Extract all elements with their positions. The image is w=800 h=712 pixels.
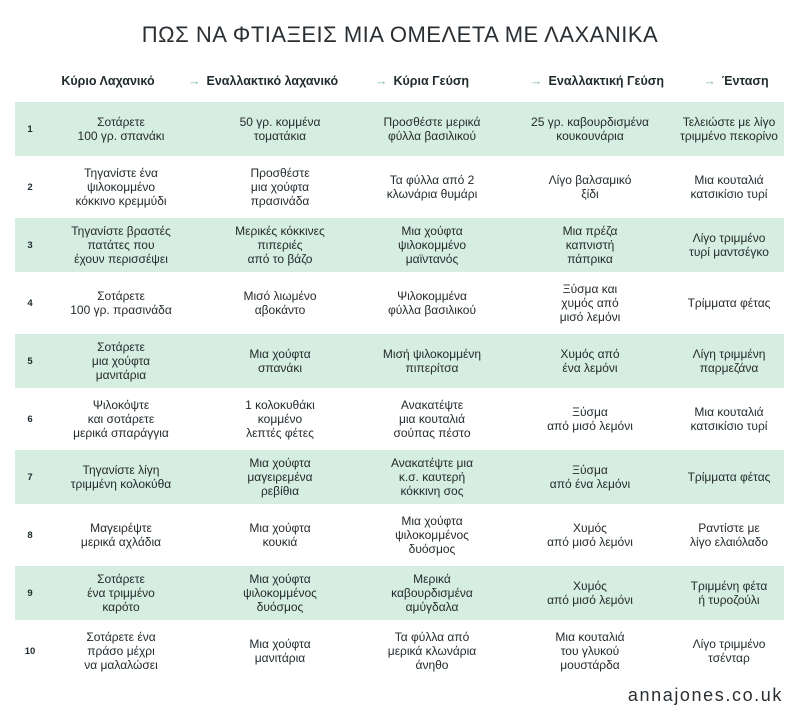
cell-main-vegetable: Σοτάρετε ένα πράσο μέχρι να μαλαλώσει xyxy=(84,630,158,672)
cell-main-flavor: Μια χούφτα ψιλοκομμένος δυόσμος xyxy=(395,514,469,556)
table-row xyxy=(15,392,784,446)
cell-alt-vegetable: Μια χούφτα μαγειρεμένα ρεβίθια xyxy=(247,456,313,498)
cell-intensity: Μια κουταλιά κατσικίσιο τυρί xyxy=(690,405,768,433)
site-credit: annajones.co.uk xyxy=(627,685,783,705)
cell-alt-vegetable: Μια χούφτα σπανάκι xyxy=(249,347,311,375)
cell-alt-flavor: Χυμός από μισό λεμόνι xyxy=(547,579,633,607)
cell-alt-flavor: 25 γρ. καβουρδισμένα κουκουνάρια xyxy=(531,115,649,143)
header-main-flavor-label: Κύρια Γεύση xyxy=(393,74,470,88)
header-intensity xyxy=(700,74,772,88)
cell-main-flavor: Τα φύλλα από 2 κλωνάρια θυμάρι xyxy=(386,173,478,201)
cell-alt-flavor: Μια πρέζα καπνιστή πάπρικα xyxy=(562,224,618,266)
header-alt-vegetable-label: Εναλλακτικό λαχανικό xyxy=(206,74,339,88)
row-number: 7 xyxy=(27,471,33,483)
cell-main-vegetable: Σοτάρετε ένα τριμμένο καρότο xyxy=(87,572,155,614)
cell-intensity: Τελειώστε με λίγο τριμμένο πεκορίνο xyxy=(680,115,778,143)
cell-main-flavor: Μερικά καβουρδισμένα αμύγδαλα xyxy=(391,572,473,614)
arrow-right-icon: → xyxy=(374,74,388,88)
row-number: 2 xyxy=(27,181,33,193)
cell-main-vegetable: Τηγανίστε βραστές πατάτες που έχουν περισσέψει xyxy=(71,224,171,266)
row-number: 9 xyxy=(27,587,33,599)
cell-main-flavor: Μια χούφτα ψιλοκομμένο μαϊντανός xyxy=(397,224,467,266)
header-intensity-label: Ένταση xyxy=(721,74,769,88)
cell-alt-vegetable: Μια χούφτα κουκιά xyxy=(249,521,311,549)
row-number: 6 xyxy=(27,413,33,425)
cell-main-vegetable: Τηγανίστε λίγη τριμμένη κολοκύθα xyxy=(70,463,172,491)
cell-alt-vegetable: Προσθέστε μια χούφτα πρασινάδα xyxy=(250,166,310,208)
header-alt-flavor-label: Εναλλακτική Γεύση xyxy=(548,74,664,88)
cell-intensity: Ραντίστε με λίγο ελαιόλαδο xyxy=(690,521,768,549)
cell-main-vegetable: Σοτάρετε 100 γρ. πρασινάδα xyxy=(70,289,172,317)
header-main-vegetable xyxy=(50,74,166,88)
row-number: 3 xyxy=(27,239,33,251)
cell-alt-flavor: Χυμός από μισό λεμόνι xyxy=(547,521,633,549)
cell-main-vegetable: Ψιλοκόψτε και σοτάρετε μερικά σπαράγγια xyxy=(73,398,169,440)
cell-alt-flavor: Χυμός από ένα λεμόνι xyxy=(560,347,620,375)
cell-main-vegetable: Σοτάρετε μια χούφτα μανιτάρια xyxy=(91,340,151,382)
table-row xyxy=(15,450,784,504)
cell-alt-vegetable: Μια χούφτα ψιλοκομμένος δυόσμος xyxy=(243,572,317,614)
arrow-right-icon: → xyxy=(703,74,716,88)
table-row xyxy=(15,160,784,214)
cell-main-vegetable: Σοτάρετε 100 γρ. σπανάκι xyxy=(77,115,165,143)
cell-main-flavor: Μισή ψιλοκομμένη πιπερίτσα xyxy=(382,347,482,375)
table-header xyxy=(0,74,800,94)
cell-alt-flavor: Ξύσμα από μισό λεμόνι xyxy=(547,405,633,433)
arrow-right-icon: → xyxy=(188,74,201,88)
cell-alt-vegetable: 1 κολοκυθάκι κομμένο λεπτές φέτες xyxy=(245,398,315,440)
page-title: ΠΩΣ ΝΑ ΦΤΙΑΞΕΙΣ ΜΙΑ ΟΜΕΛΕΤΑ ΜΕ ΛΑΧΑΝΙΚΑ xyxy=(141,22,659,47)
arrow-right-icon: → xyxy=(530,74,543,88)
row-number: 1 xyxy=(27,123,33,135)
header-main-vegetable-label: Κύριο Λαχανικό xyxy=(61,74,155,88)
row-number: 5 xyxy=(27,355,33,367)
cell-intensity: Τρίμματα φέτας xyxy=(687,470,771,484)
cell-alt-flavor: Μια κουταλιά του γλυκού μουστάρδα xyxy=(555,630,625,672)
cell-intensity: Λίγο τριμμένο τσένταρ xyxy=(692,637,766,665)
table-row xyxy=(15,508,784,562)
row-number: 10 xyxy=(24,645,36,657)
cell-alt-vegetable: Μισό λιωμένο αβοκάντο xyxy=(243,289,317,317)
cell-intensity: Μια κουταλιά κατσικίσιο τυρί xyxy=(690,173,768,201)
cell-alt-flavor: Λίγο βαλσαμικό ξίδι xyxy=(548,173,632,201)
header-alt-flavor xyxy=(522,74,672,88)
cell-main-flavor: Ψιλοκομμένα φύλλα βασιλικού xyxy=(387,289,477,317)
table-row xyxy=(15,218,784,272)
cell-intensity: Λίγο τριμμένο τυρί μαντσέγκο xyxy=(689,231,769,259)
row-number: 4 xyxy=(27,297,33,309)
cell-main-flavor: Προσθέστε μερικά φύλλα βασιλικού xyxy=(383,115,481,143)
cell-intensity: Τριμμένη φέτα ή τυροζούλι xyxy=(690,579,768,607)
cell-main-vegetable: Μαγειρέψτε μερικά αχλάδια xyxy=(80,521,162,549)
cell-alt-flavor: Ξύσμα και χυμός από μισό λεμόνι xyxy=(559,282,621,324)
cell-main-flavor: Τα φύλλα από μερικά κλωνάρια άνηθο xyxy=(387,630,477,672)
cell-alt-vegetable: Μερικές κόκκινες πιπεριές από το βάζο xyxy=(235,224,325,266)
cell-intensity: Λίγη τριμμένη παρμεζάνα xyxy=(692,347,766,375)
cell-main-vegetable: Τηγανίστε ένα ψιλοκομμένο κόκκινο κρεμμύδι xyxy=(75,166,167,208)
table-row xyxy=(15,102,784,156)
cell-alt-vegetable: Μια χούφτα μανιτάρια xyxy=(249,637,311,665)
header-alt-vegetable xyxy=(188,74,338,88)
header-main-flavor xyxy=(362,74,482,88)
table-row xyxy=(15,276,784,330)
cell-main-flavor: Ανακατέψτε μια κ.σ. καυτερή κόκκινη σος xyxy=(390,456,474,498)
row-number: 8 xyxy=(27,529,33,541)
cell-alt-flavor: Ξύσμα από ένα λεμόνι xyxy=(549,463,631,491)
table-row xyxy=(15,566,784,620)
cell-alt-vegetable: 50 γρ. κομμένα τοματάκια xyxy=(239,115,321,143)
table-row xyxy=(15,624,784,678)
table-row xyxy=(15,334,784,388)
cell-intensity: Τρίμματα φέτας xyxy=(687,296,771,310)
cell-main-flavor: Ανακατέψτε μια κουταλιά σούπας πέστο xyxy=(393,398,471,440)
